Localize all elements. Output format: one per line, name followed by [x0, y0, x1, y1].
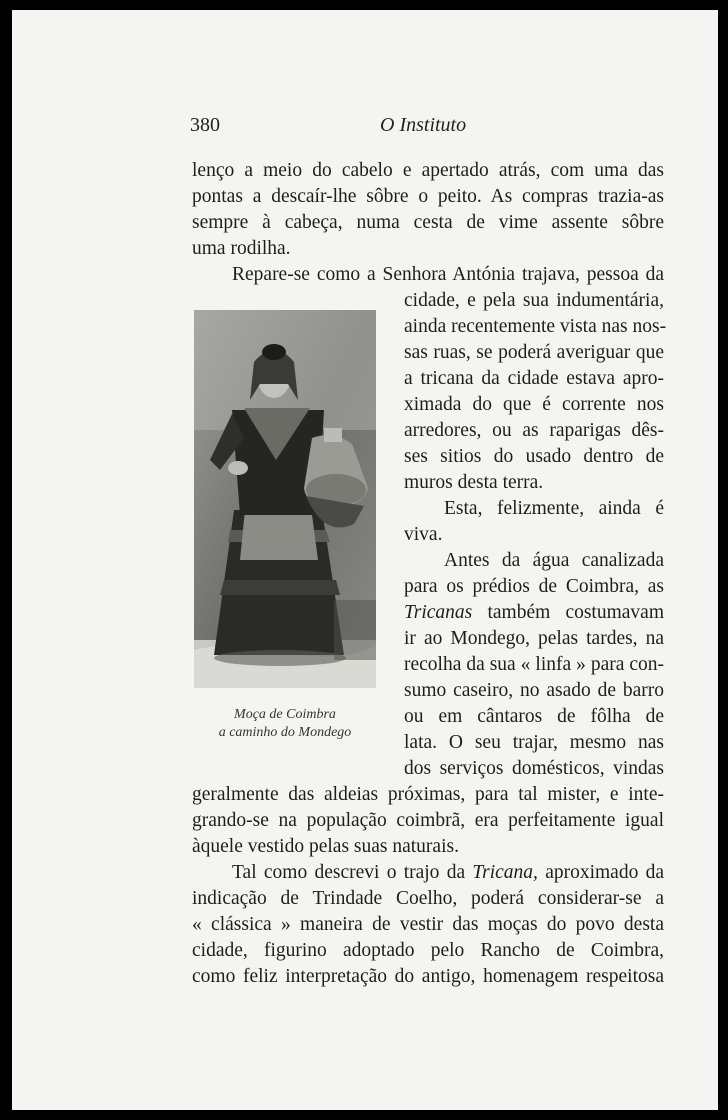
text-line: àquele vestido pelas suas naturais.	[192, 836, 459, 857]
text-line	[404, 600, 664, 626]
text-line: ainda recentemente vista nas nos-	[404, 316, 667, 337]
text-line: sas ruas, se poderá averiguar que	[404, 342, 664, 363]
text-line: para os prédios de Coimbra, as	[404, 576, 664, 597]
text-run: Tal como descrevi o trajo da	[232, 862, 466, 883]
caption-line: Moça de Coimbra	[234, 707, 336, 722]
text-line: como feliz interpretação do antigo, homenagem respeitosa	[192, 966, 664, 987]
text-line: ou em cântaros de fôlha de	[404, 706, 664, 727]
text-line: sempre à cabeça, numa cesta de vime assente sôbre	[192, 212, 664, 233]
text-line: lata. O seu trajar, mesmo nas	[404, 732, 664, 753]
text-line: muros desta terra.	[404, 472, 544, 493]
text-line: viva.	[404, 524, 443, 545]
text-line: cidade, figurino adoptado pelo Rancho de Coimbra,	[192, 940, 664, 961]
text-line: Antes da água canalizada	[444, 550, 664, 571]
text-line: recolha da sua « linfa » para con-	[404, 654, 664, 675]
text-line	[192, 860, 664, 886]
text-line: lenço a meio do cabelo e apertado atrás, com uma das	[192, 160, 664, 181]
text-line: a tricana da cidade estava apro-	[404, 368, 664, 389]
text-line: geralmente das aldeias próximas, para tal mister, e inte-	[192, 784, 664, 805]
text-run: também costumavam	[487, 602, 664, 623]
text-line: dos serviços domésticos, vindas	[404, 758, 664, 779]
text-line: indicação de Trindade Coelho, poderá considerar-se a	[192, 888, 664, 909]
text-line: grando-se na população coimbrã, era perfeitamente igual	[192, 810, 664, 831]
caption-line: a caminho do Mondego	[218, 725, 352, 740]
text-run: aproximado da	[545, 862, 665, 883]
text-line: Esta, felizmente, ainda é	[444, 498, 664, 519]
running-title: O Instituto	[380, 114, 467, 136]
text-line: sumo caseiro, no asado de barro	[404, 680, 664, 701]
figure-caption	[194, 706, 376, 742]
text-line: Repare-se como a Senhora Antónia trajava, pessoa da	[232, 264, 664, 285]
page-header	[190, 114, 670, 142]
text-line: ses sitios do usado dentro de	[404, 446, 664, 467]
page-number: 380	[190, 114, 220, 136]
italic-word: Tricana,	[472, 862, 538, 883]
text-line: pontas a descaír-lhe sôbre o peito. As compras trazia-as	[192, 186, 664, 207]
text-line: ir ao Mondego, pelas tardes, na	[404, 628, 664, 649]
text-line: arredores, ou as raparigas dês-	[404, 420, 664, 441]
text-line: ximada do que é corrente nos	[404, 394, 664, 415]
text-line: uma rodilha.	[192, 238, 291, 259]
woman-with-water-jar-illustration	[194, 310, 376, 688]
text-line: « clássica » maneira de vestir das moças do povo desta	[192, 914, 664, 935]
figure-photograph	[194, 310, 376, 688]
italic-word: Tricanas	[404, 602, 473, 623]
text-line: cidade, e pela sua indumentária,	[404, 290, 664, 311]
